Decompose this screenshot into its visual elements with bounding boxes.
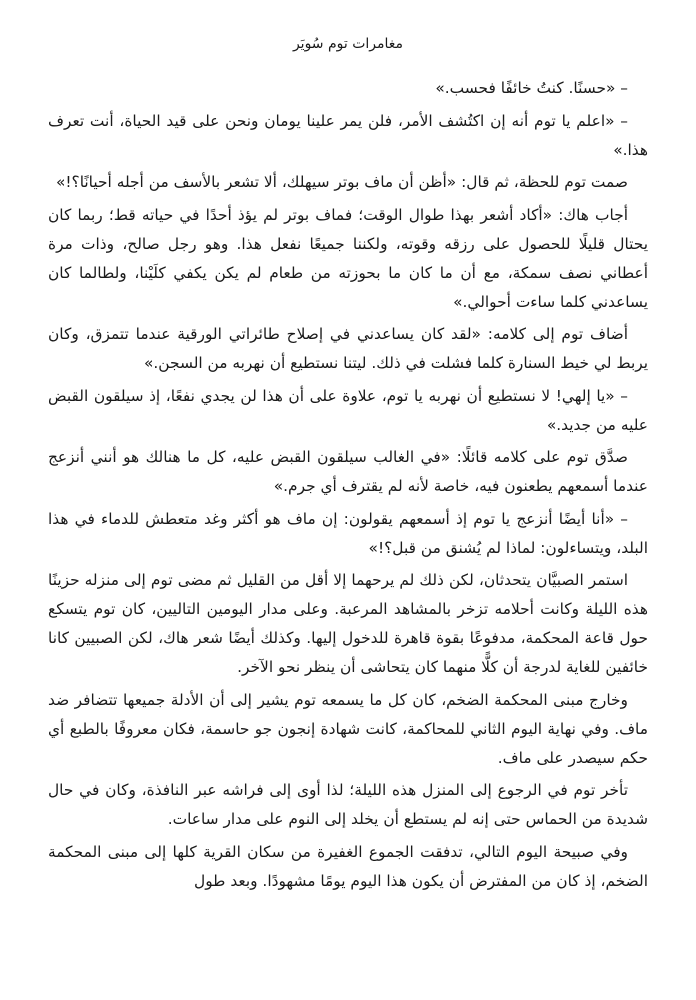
paragraph: أجاب هاك: «أكاد أشعر بهذا طوال الوقت؛ فماف بوتر لم يؤذ أحدًا في حياته قط؛ ربما كان يحتال قليلًا للحصول على رزقه وقوته، ولكننا جميعًا نفعل هذا. وهو رجل صالح، وذات مرة أعطاني نصف سمكة، مع أن ما كان ما بحوزته من طعام لم يكن يكفي كلَيْنا، ولطالما كان يساعدني كلما ساءت أحوالي.» bbox=[48, 205, 648, 311]
paragraph: استمر الصبيَّان يتحدثان، لكن ذلك لم يرحهما إلا أقل من القليل ثم مضى توم إلى منزله حزينًا هذه الليلة وكانت أحلامه تزخر بالمشاهد المرعبة. وعلى مدار اليومين التاليين، كان توم يتسكع حول قاعة المحكمة، مدفوعًا بقوة قاهرة للدخول إليها. وكذلك أيضًا شعر هاك، لكن الصبيين كانا خائفين للغاية لدرجة أن كلًّا منهما كان يتحاشى أن ينظر نحو الآخر. bbox=[48, 571, 648, 676]
page-body bbox=[48, 74, 648, 896]
paragraph: وخارج مبنى المحكمة الضخم، كان كل ما يسمعه توم يشير إلى أن الأدلة جميعها تتضافر ضد ماف. وفي نهاية اليوم الثاني للمحاكمة، كانت شهادة إنجون جو حاسمة، فكان معروفًا بالطبع أي حكم سيصدر على ماف. bbox=[48, 690, 648, 767]
paragraph: صدَّق توم على كلامه قائلًا: «في الغالب سيلقون القبض عليه، كل ما هنالك هو أنني أنزعج عندما أسمعهم يطعنون فيه، خاصة لأنه لم يقترف أي جرم.» bbox=[48, 448, 648, 495]
paragraph: وفي صبيحة اليوم التالي، تدفقت الجموع الغفيرة من سكان القرية كلها إلى مبنى المحكمة الضخم، إذ كان من المفترض أن يكون هذا اليوم يومًا مشهودًا. وبعد طول bbox=[48, 842, 648, 890]
paragraph: – «اعلم يا توم أنه إن اكتُشف الأمر، فلن يمر علينا يومان ونحن على قيد الحياة، أنت تعرف هذا.» bbox=[48, 111, 648, 159]
paragraph: أضاف توم إلى كلامه: «لقد كان يساعدني في إصلاح طائراتي الورقية عندما تتمزق، وكان يربط لي خيط السنارة كلما فشلت في ذلك. ليتنا نستطيع أن نهربه من السجن.» bbox=[48, 325, 648, 372]
paragraph: صمت توم للحظة، ثم قال: «أظن أن ماف بوتر سيهلك، ألا تشعر بالأسف من أجله أحيانًا؟!» bbox=[55, 173, 628, 191]
paragraph: – «أنا أيضًا أنزعج يا توم إذ أسمعهم يقولون: إن ماف هو أكثر وغد متعطش للدماء في هذا البلد، ويتساءلون: لماذا لم يُشنق من قبل؟!» bbox=[48, 509, 648, 557]
paragraph: – «حسنًا. كنتُ خائفًا فحسب.» bbox=[435, 79, 628, 97]
paragraph: تأخر توم في الرجوع إلى المنزل هذه الليلة؛ لذا أوى إلى فراشه عبر النافذة، وكان في حال شديدة من الحماس حتى إنه لم يستطع أن يخلد إلى النوم على مدار ساعات. bbox=[48, 781, 648, 828]
running-header: مغامرات توم سُويَر bbox=[292, 36, 404, 52]
paragraph: – «يا إلهي! لا نستطيع أن نهربه يا توم، علاوة على أن هذا لن يجدي نفعًا، إذ سيلقون القبض عليه من جديد.» bbox=[48, 386, 648, 434]
